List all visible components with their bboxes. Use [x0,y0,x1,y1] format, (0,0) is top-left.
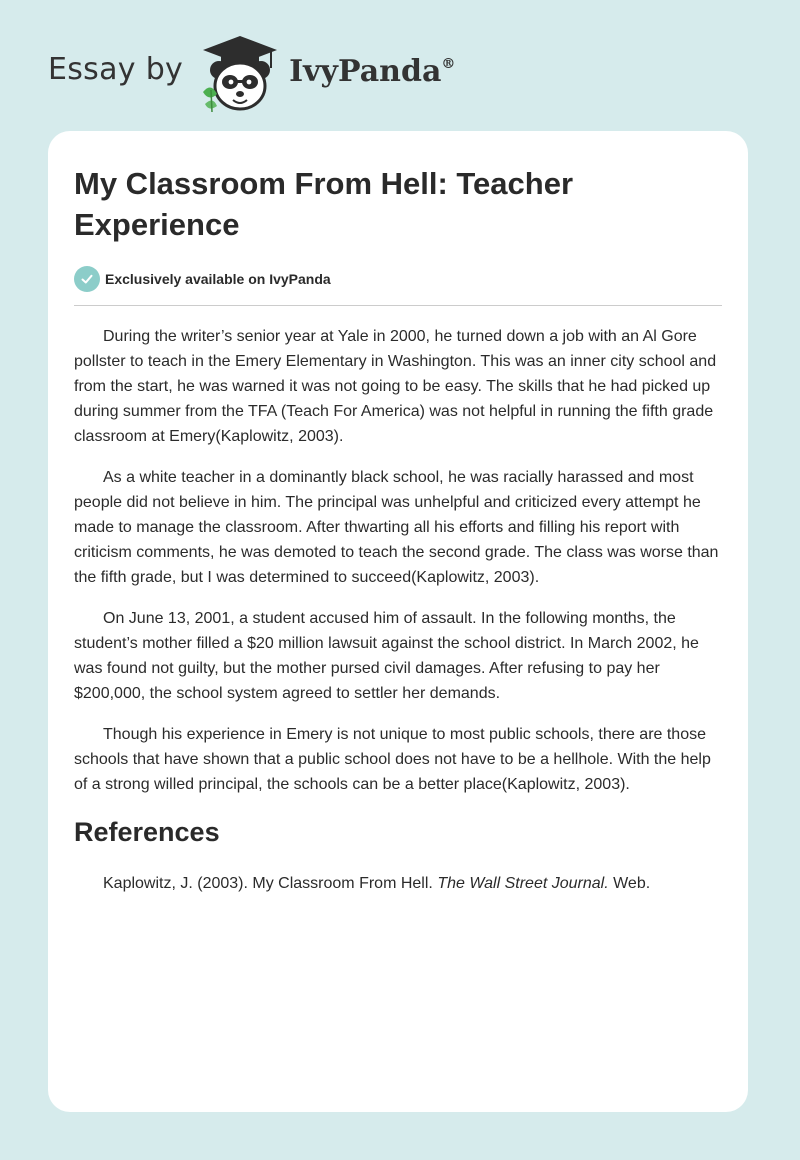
checkmark-icon [74,266,100,292]
panda-logo-icon[interactable] [197,32,283,112]
reference-author: Kaplowitz, J. (2003). My Classroom From Hell. [103,875,433,892]
paragraph: On June 13, 2001, a student accused him of assault. In the following months, the student’s mother filled a $20 million lawsuit against the school district. In March 2002, he was found not guilty, but the mother pursed civil damages. After refusing to pay her $200,000, the school system agreed to settler her demands. [74,610,699,702]
essay-body [74,324,722,797]
paragraph: During the writer’s senior year at Yale in 2000, he turned down a job with an Al Gore pollster to teach in the Emery Elementary in Washington. This was an inner city school and from the start, he was warned it was not going to be easy. The skills that he had picked up during summer from the TFA (Teach For America) was not helpful in running the fifth grade classroom at Emery(Kaplowitz, 2003). [74,328,717,445]
reference-source: The Wall Street Journal. [437,875,609,892]
reference-medium: Web. [613,875,651,892]
essay-by-label: Essay by [48,51,184,87]
essay-card [48,131,748,1112]
references-heading: References [74,817,220,847]
registered-mark: ® [441,55,456,72]
site-header [48,32,455,112]
reference-entry [74,871,722,896]
essay-title: My Classroom From Hell: Teacher Experience [74,166,574,242]
title-divider [74,305,722,306]
brand-name-text: IvyPanda [289,53,442,89]
paragraph: Though his experience in Emery is not unique to most public schools, there are those schools that have shown that a public school does not have to be a hellhole. With the help of a strong willed principal, the schools can be a better place(Kaplowitz, 2003). [74,726,711,793]
exclusive-badge [74,266,722,292]
brand-name[interactable] [289,54,455,89]
badge-label: Exclusively available on IvyPanda [105,271,331,287]
paragraph: As a white teacher in a dominantly black school, he was racially harassed and most people did not believe in him. The principal was unhelpful and criticized every attempt he made to manage the classroom. After thwarting all his efforts and filling his report with criticism comments, he was demoted to teach the second grade. The class was worse than the fifth grade, but I was determined to succeed(Kaplowitz, 2003). [74,469,719,586]
